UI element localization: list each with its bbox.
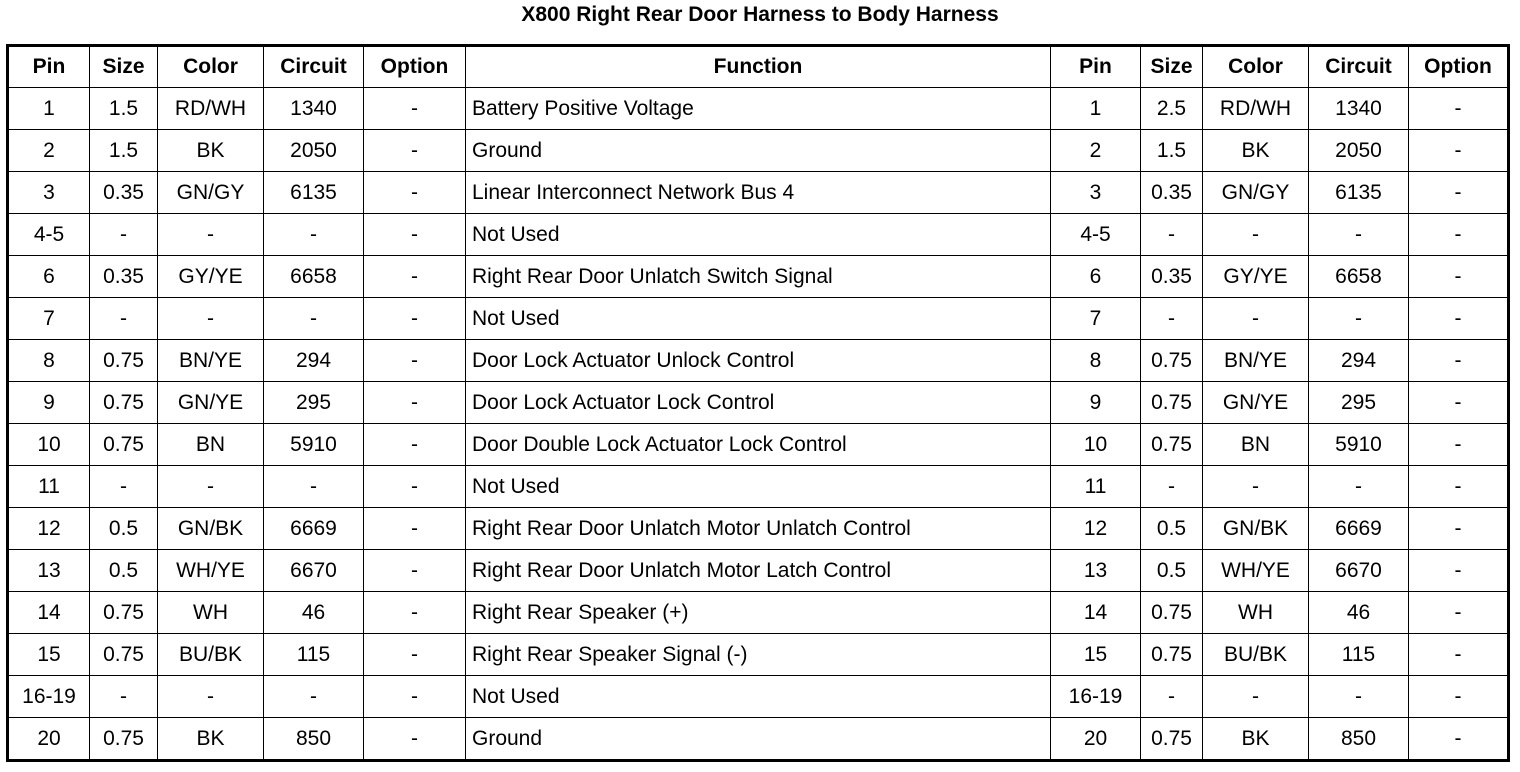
- cell-left-pin: 2: [8, 130, 90, 172]
- cell-right-circuit: 5910: [1309, 424, 1409, 466]
- table-row: [8, 676, 1509, 718]
- header-right-option: Option: [1409, 46, 1509, 88]
- cell-left-pin: 16-19: [8, 676, 90, 718]
- cell-left-circuit: 5910: [264, 424, 364, 466]
- cell-right-size: 0.75: [1141, 382, 1203, 424]
- cell-right-pin: 15: [1051, 634, 1141, 676]
- cell-right-color: GY/YE: [1203, 256, 1309, 298]
- cell-right-circuit: -: [1309, 676, 1409, 718]
- cell-left-option: -: [364, 550, 466, 592]
- cell-right-circuit: 295: [1309, 382, 1409, 424]
- cell-left-pin: 7: [8, 298, 90, 340]
- cell-left-option: -: [364, 256, 466, 298]
- cell-right-size: -: [1141, 466, 1203, 508]
- cell-left-size: -: [90, 214, 158, 256]
- cell-function: Not Used: [466, 214, 1051, 256]
- cell-right-option: -: [1409, 634, 1509, 676]
- header-right-circuit: Circuit: [1309, 46, 1409, 88]
- cell-left-size: 0.75: [90, 340, 158, 382]
- cell-left-size: 1.5: [90, 88, 158, 130]
- cell-left-option: -: [364, 88, 466, 130]
- cell-right-size: -: [1141, 676, 1203, 718]
- header-function: Function: [466, 46, 1051, 88]
- cell-right-option: -: [1409, 298, 1509, 340]
- table-row: [8, 466, 1509, 508]
- cell-right-pin: 13: [1051, 550, 1141, 592]
- cell-right-size: 1.5: [1141, 130, 1203, 172]
- cell-left-pin: 9: [8, 382, 90, 424]
- cell-left-color: GN/YE: [158, 382, 264, 424]
- cell-function: Right Rear Speaker (+): [466, 592, 1051, 634]
- cell-left-color: GN/GY: [158, 172, 264, 214]
- cell-right-circuit: 850: [1309, 718, 1409, 761]
- cell-right-size: 0.75: [1141, 718, 1203, 761]
- cell-left-pin: 1: [8, 88, 90, 130]
- cell-right-size: 0.75: [1141, 592, 1203, 634]
- table-row: [8, 130, 1509, 172]
- cell-left-pin: 8: [8, 340, 90, 382]
- cell-right-pin: 2: [1051, 130, 1141, 172]
- cell-left-option: -: [364, 634, 466, 676]
- table-row: [8, 550, 1509, 592]
- cell-function: Not Used: [466, 466, 1051, 508]
- cell-left-size: 0.35: [90, 256, 158, 298]
- cell-left-circuit: -: [264, 298, 364, 340]
- cell-function: Right Rear Speaker Signal (-): [466, 634, 1051, 676]
- cell-left-option: -: [364, 298, 466, 340]
- cell-left-size: 0.75: [90, 424, 158, 466]
- cell-left-circuit: 115: [264, 634, 364, 676]
- cell-right-pin: 4-5: [1051, 214, 1141, 256]
- cell-function: Door Lock Actuator Lock Control: [466, 382, 1051, 424]
- cell-right-option: -: [1409, 172, 1509, 214]
- table-row: [8, 88, 1509, 130]
- cell-left-circuit: 1340: [264, 88, 364, 130]
- cell-left-option: -: [364, 130, 466, 172]
- header-right-color: Color: [1203, 46, 1309, 88]
- cell-left-circuit: 850: [264, 718, 364, 761]
- cell-left-circuit: 295: [264, 382, 364, 424]
- cell-right-circuit: -: [1309, 466, 1409, 508]
- cell-left-size: -: [90, 676, 158, 718]
- cell-right-circuit: 115: [1309, 634, 1409, 676]
- cell-left-pin: 4-5: [8, 214, 90, 256]
- table-row: [8, 256, 1509, 298]
- cell-right-size: 0.35: [1141, 172, 1203, 214]
- cell-right-circuit: 6658: [1309, 256, 1409, 298]
- cell-function: Door Double Lock Actuator Lock Control: [466, 424, 1051, 466]
- cell-right-color: BN/YE: [1203, 340, 1309, 382]
- header-left-option: Option: [364, 46, 466, 88]
- cell-left-option: -: [364, 508, 466, 550]
- cell-right-color: BK: [1203, 718, 1309, 761]
- header-left-circuit: Circuit: [264, 46, 364, 88]
- table-row: [8, 298, 1509, 340]
- cell-right-option: -: [1409, 466, 1509, 508]
- cell-right-circuit: 294: [1309, 340, 1409, 382]
- cell-right-pin: 1: [1051, 88, 1141, 130]
- cell-left-circuit: 46: [264, 592, 364, 634]
- table-body: [8, 88, 1509, 761]
- document-title: X800 Right Rear Door Harness to Body Harness: [521, 3, 999, 26]
- cell-left-size: -: [90, 298, 158, 340]
- cell-right-pin: 11: [1051, 466, 1141, 508]
- cell-left-option: -: [364, 340, 466, 382]
- cell-left-color: BU/BK: [158, 634, 264, 676]
- cell-left-circuit: 6135: [264, 172, 364, 214]
- cell-function: Not Used: [466, 676, 1051, 718]
- header-right-pin: Pin: [1051, 46, 1141, 88]
- cell-right-circuit: -: [1309, 298, 1409, 340]
- table-row: [8, 214, 1509, 256]
- cell-right-color: GN/GY: [1203, 172, 1309, 214]
- cell-left-color: -: [158, 214, 264, 256]
- cell-right-option: -: [1409, 88, 1509, 130]
- cell-right-pin: 12: [1051, 508, 1141, 550]
- table-row: [8, 718, 1509, 761]
- cell-left-color: WH/YE: [158, 550, 264, 592]
- cell-right-color: -: [1203, 466, 1309, 508]
- header-left-size: Size: [90, 46, 158, 88]
- cell-left-option: -: [364, 382, 466, 424]
- cell-right-option: -: [1409, 340, 1509, 382]
- table-row: [8, 592, 1509, 634]
- cell-left-option: -: [364, 592, 466, 634]
- cell-left-color: -: [158, 466, 264, 508]
- cell-left-option: -: [364, 214, 466, 256]
- cell-right-pin: 3: [1051, 172, 1141, 214]
- cell-left-circuit: 6658: [264, 256, 364, 298]
- cell-right-color: GN/BK: [1203, 508, 1309, 550]
- cell-left-circuit: -: [264, 466, 364, 508]
- cell-right-color: -: [1203, 214, 1309, 256]
- cell-right-color: -: [1203, 298, 1309, 340]
- cell-right-pin: 9: [1051, 382, 1141, 424]
- table-row: [8, 340, 1509, 382]
- cell-right-size: 0.75: [1141, 634, 1203, 676]
- cell-right-pin: 7: [1051, 298, 1141, 340]
- cell-left-circuit: 6670: [264, 550, 364, 592]
- cell-left-pin: 13: [8, 550, 90, 592]
- cell-left-color: BK: [158, 130, 264, 172]
- cell-function: Ground: [466, 718, 1051, 761]
- cell-left-circuit: 6669: [264, 508, 364, 550]
- cell-left-size: 1.5: [90, 130, 158, 172]
- cell-left-pin: 3: [8, 172, 90, 214]
- cell-left-size: 0.35: [90, 172, 158, 214]
- cell-left-size: 0.75: [90, 634, 158, 676]
- cell-left-color: GN/BK: [158, 508, 264, 550]
- cell-left-pin: 10: [8, 424, 90, 466]
- cell-right-option: -: [1409, 508, 1509, 550]
- cell-left-pin: 15: [8, 634, 90, 676]
- cell-left-size: 0.5: [90, 508, 158, 550]
- cell-left-size: 0.75: [90, 718, 158, 761]
- table-row: [8, 172, 1509, 214]
- cell-right-size: 0.35: [1141, 256, 1203, 298]
- cell-right-pin: 8: [1051, 340, 1141, 382]
- cell-function: Not Used: [466, 298, 1051, 340]
- cell-function: Door Lock Actuator Unlock Control: [466, 340, 1051, 382]
- cell-right-size: -: [1141, 214, 1203, 256]
- cell-left-option: -: [364, 172, 466, 214]
- cell-function: Right Rear Door Unlatch Motor Unlatch Control: [466, 508, 1051, 550]
- table-row: [8, 508, 1509, 550]
- cell-left-color: GY/YE: [158, 256, 264, 298]
- cell-left-color: BK: [158, 718, 264, 761]
- cell-left-circuit: 294: [264, 340, 364, 382]
- cell-right-color: BN: [1203, 424, 1309, 466]
- header-row: [8, 46, 1509, 88]
- cell-function: Right Rear Door Unlatch Switch Signal: [466, 256, 1051, 298]
- cell-function: Linear Interconnect Network Bus 4: [466, 172, 1051, 214]
- cell-right-option: -: [1409, 382, 1509, 424]
- cell-right-option: -: [1409, 676, 1509, 718]
- cell-left-color: BN: [158, 424, 264, 466]
- cell-right-circuit: 46: [1309, 592, 1409, 634]
- cell-left-size: 0.75: [90, 382, 158, 424]
- cell-left-option: -: [364, 718, 466, 761]
- header-left-color: Color: [158, 46, 264, 88]
- cell-left-color: -: [158, 676, 264, 718]
- cell-left-circuit: 2050: [264, 130, 364, 172]
- cell-right-option: -: [1409, 718, 1509, 761]
- cell-right-color: BU/BK: [1203, 634, 1309, 676]
- cell-right-pin: 20: [1051, 718, 1141, 761]
- cell-function: Ground: [466, 130, 1051, 172]
- cell-right-color: -: [1203, 676, 1309, 718]
- cell-left-pin: 14: [8, 592, 90, 634]
- cell-left-circuit: -: [264, 676, 364, 718]
- cell-right-option: -: [1409, 424, 1509, 466]
- cell-right-size: 0.5: [1141, 550, 1203, 592]
- cell-right-pin: 14: [1051, 592, 1141, 634]
- table-row: [8, 424, 1509, 466]
- cell-right-circuit: 1340: [1309, 88, 1409, 130]
- cell-right-color: WH: [1203, 592, 1309, 634]
- cell-left-option: -: [364, 424, 466, 466]
- cell-function: Battery Positive Voltage: [466, 88, 1051, 130]
- cell-left-color: BN/YE: [158, 340, 264, 382]
- cell-right-option: -: [1409, 214, 1509, 256]
- cell-right-pin: 6: [1051, 256, 1141, 298]
- cell-right-circuit: 2050: [1309, 130, 1409, 172]
- header-right-size: Size: [1141, 46, 1203, 88]
- cell-left-pin: 6: [8, 256, 90, 298]
- cell-left-color: RD/WH: [158, 88, 264, 130]
- cell-left-option: -: [364, 466, 466, 508]
- cell-function: Right Rear Door Unlatch Motor Latch Control: [466, 550, 1051, 592]
- cell-right-color: WH/YE: [1203, 550, 1309, 592]
- cell-right-color: GN/YE: [1203, 382, 1309, 424]
- cell-right-size: 0.5: [1141, 508, 1203, 550]
- cell-right-color: RD/WH: [1203, 88, 1309, 130]
- cell-right-pin: 10: [1051, 424, 1141, 466]
- cell-left-size: 0.75: [90, 592, 158, 634]
- harness-pinout-table: [6, 44, 1510, 762]
- cell-right-circuit: 6670: [1309, 550, 1409, 592]
- cell-right-option: -: [1409, 592, 1509, 634]
- cell-right-circuit: 6135: [1309, 172, 1409, 214]
- cell-left-option: -: [364, 676, 466, 718]
- cell-right-option: -: [1409, 550, 1509, 592]
- cell-left-size: 0.5: [90, 550, 158, 592]
- cell-right-pin: 16-19: [1051, 676, 1141, 718]
- table-row: [8, 382, 1509, 424]
- cell-right-color: BK: [1203, 130, 1309, 172]
- cell-right-size: 0.75: [1141, 340, 1203, 382]
- cell-left-color: WH: [158, 592, 264, 634]
- table-row: [8, 634, 1509, 676]
- cell-left-size: -: [90, 466, 158, 508]
- cell-right-size: 2.5: [1141, 88, 1203, 130]
- cell-left-pin: 11: [8, 466, 90, 508]
- cell-left-circuit: -: [264, 214, 364, 256]
- cell-left-pin: 20: [8, 718, 90, 761]
- cell-right-size: -: [1141, 298, 1203, 340]
- cell-left-color: -: [158, 298, 264, 340]
- header-left-pin: Pin: [8, 46, 90, 88]
- cell-right-circuit: -: [1309, 214, 1409, 256]
- cell-right-size: 0.75: [1141, 424, 1203, 466]
- cell-right-circuit: 6669: [1309, 508, 1409, 550]
- cell-left-pin: 12: [8, 508, 90, 550]
- cell-right-option: -: [1409, 256, 1509, 298]
- cell-right-option: -: [1409, 130, 1509, 172]
